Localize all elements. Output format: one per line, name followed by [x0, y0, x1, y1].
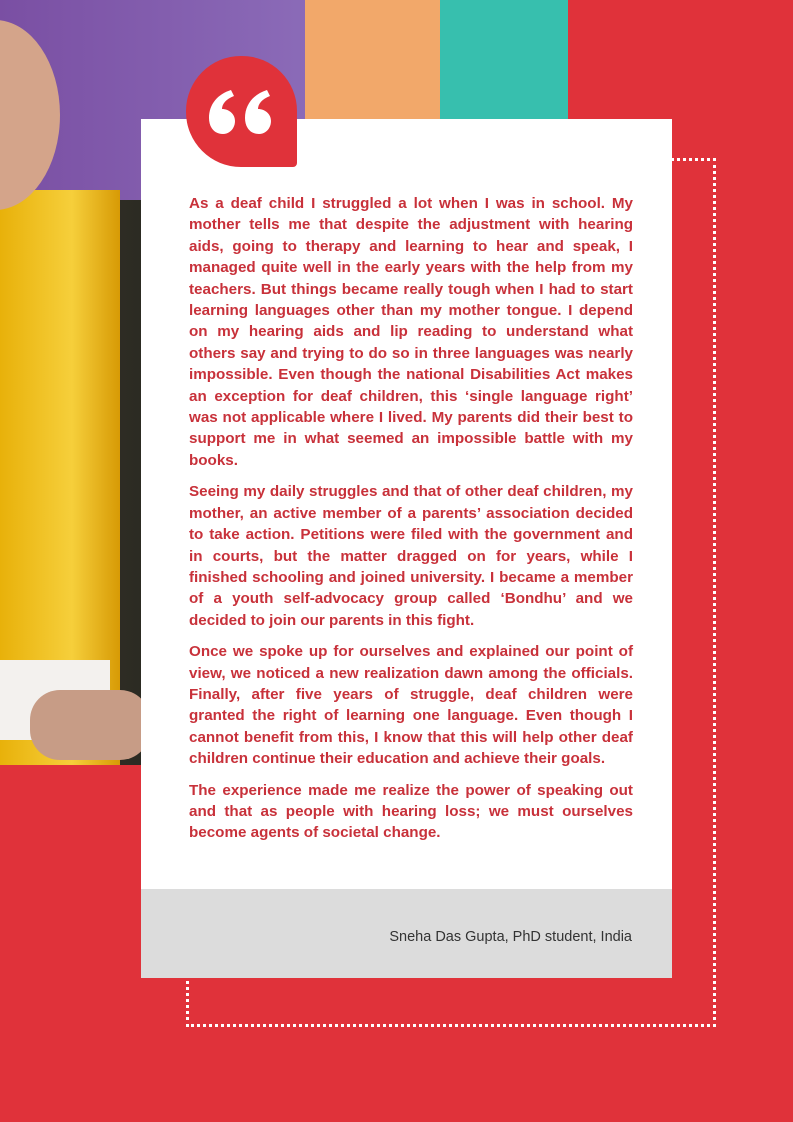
- paragraph-3: Once we spoke up for ourselves and explained our point of view, we noticed a new realization dawn among the officials. Finally, after five years of struggle, deaf children were granted the right of learning one language. Even though I cannot benefit from this, I know that this will help other deaf children continue their education and achieve their goals.: [189, 643, 633, 768]
- photo-hand: [30, 690, 150, 760]
- attribution-band: [141, 889, 672, 978]
- quote-open-icon: [209, 90, 273, 134]
- paragraph-1: As a deaf child I struggled a lot when I was in school. My mother tells me that despite the adjustment with hearing aids, going to therapy and learning to hear and speak, I managed quite well in the early years with the help from my teachers. But things became really tough when I had to start learning languages other than my mother tongue. I depend on my hearing aids and lip reading to understand what others say and trying to do so in three languages was nearly impossible. Even though the national Disabilities Act makes an exception for deaf children, this ‘single language right’ was not applicable where I lived. My parents did their best to support me in what seemed an impossible battle with my books.: [189, 195, 633, 469]
- paragraph-4: The experience made me realize the power of speaking out and that as people with hearing loss; we must ourselves become agents of societal change.: [189, 781, 633, 842]
- quote-body: [189, 193, 633, 854]
- attribution-text: Sneha Das Gupta, PhD student, India: [389, 929, 632, 945]
- quote-bubble: [186, 56, 297, 167]
- paragraph-2: Seeing my daily struggles and that of other deaf children, my mother, an active member of a parents’ association decided to take action. Petitions were filed with the government and in courts, but the matter dragged on for years, while I finished schooling and joined university. I became a member of a youth self-advocacy group called ‘Bondhu’ and we decided to join our parents in this fight.: [189, 483, 633, 629]
